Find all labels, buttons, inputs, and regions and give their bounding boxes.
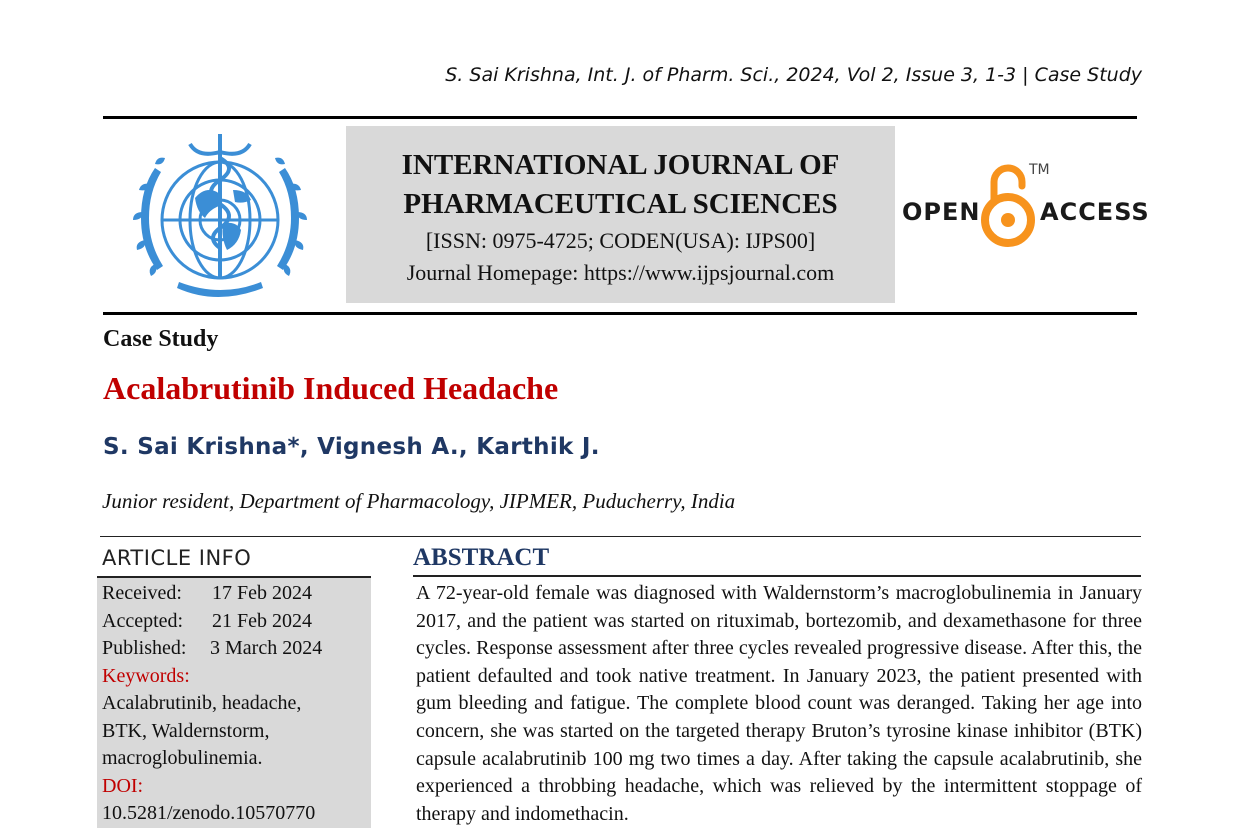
received-label: Received: [102,582,182,604]
journal-issn: [ISSN: 0975-4725; CODEN(USA): IJPS00] [425,228,816,253]
received-row [102,580,371,608]
running-head: S. Sai Krishna, Int. J. of Pharm. Sci., 2024, Vol 2, Issue 3, 1-3 | Case Study [445,64,1142,86]
open-access-access-word: ACCESS [1040,198,1150,226]
keywords-label: Keywords: [102,664,190,687]
doi-link[interactable]: 10.5281/zenodo.10570770 [102,802,316,824]
open-access-open-word: OPEN [902,198,981,226]
keywords-line-3: macroglobulinemia. [102,747,263,769]
article-title: Acalabrutinib Induced Headache [103,370,559,406]
affiliation-rule [100,536,1141,537]
header-top-rule [103,116,1137,119]
journal-name-line-2: PHARMACEUTICAL SCIENCES [403,188,838,220]
open-access-logo [898,160,1150,250]
journal-homepage: Journal Homepage: https://www.ijpsjournal.com [406,260,835,285]
abstract-text: A 72-year-old female was diagnosed with Waldernstorm’s macroglobulinemia in January 2017, and the patient was started on rituximab, bortezomib, and dexamethasone for three cycles. Response assessment after three cycles revealed progressive disease. After this, the patient defaulted and took native treatment. In January 2023, the patient presented with gum bleeding and fatigue. The complete blood count was deranged. Taking her age into concern, she was started on the targeted therapy Bruton’s tyrosine kinase inhibitor (BTK) capsule acalabrutinib 100 mg two times a day. After taking the capsule acalabrutinib, she experienced a throbbing headache, which was relieved by the intermittent stoppage of therapy and indomethacin. [416,582,1142,825]
open-lock-icon [980,160,1036,250]
journal-name-line-1: INTERNATIONAL JOURNAL OF [401,149,840,181]
keywords-line-2: BTK, Waldernstorm, [102,719,270,742]
published-date: 3 March 2024 [210,637,323,659]
doi-label: DOI: [102,774,144,797]
trademark-mark: TM [1029,162,1050,178]
abstract-heading: ABSTRACT [413,544,550,571]
accepted-date: 21 Feb 2024 [212,609,312,632]
published-label: Published: [102,637,187,659]
abstract-rule [413,575,1141,577]
header-bottom-rule [103,312,1137,315]
accepted-label: Accepted: [102,609,184,632]
published-row [102,635,371,663]
received-date: 17 Feb 2024 [212,582,312,604]
accepted-row [102,608,371,636]
author-list: S. Sai Krishna*, Vignesh A., Karthik J. [103,434,600,460]
article-info-heading: ARTICLE INFO [102,546,252,570]
who-emblem-icon [115,128,325,308]
article-type: Case Study [103,326,219,352]
article-info-box [97,576,371,828]
journal-banner [346,126,895,303]
keywords-line-1: Acalabrutinib, headache, [102,692,302,714]
author-affiliation: Junior resident, Department of Pharmacology, JIPMER, Puducherry, India [102,489,736,513]
